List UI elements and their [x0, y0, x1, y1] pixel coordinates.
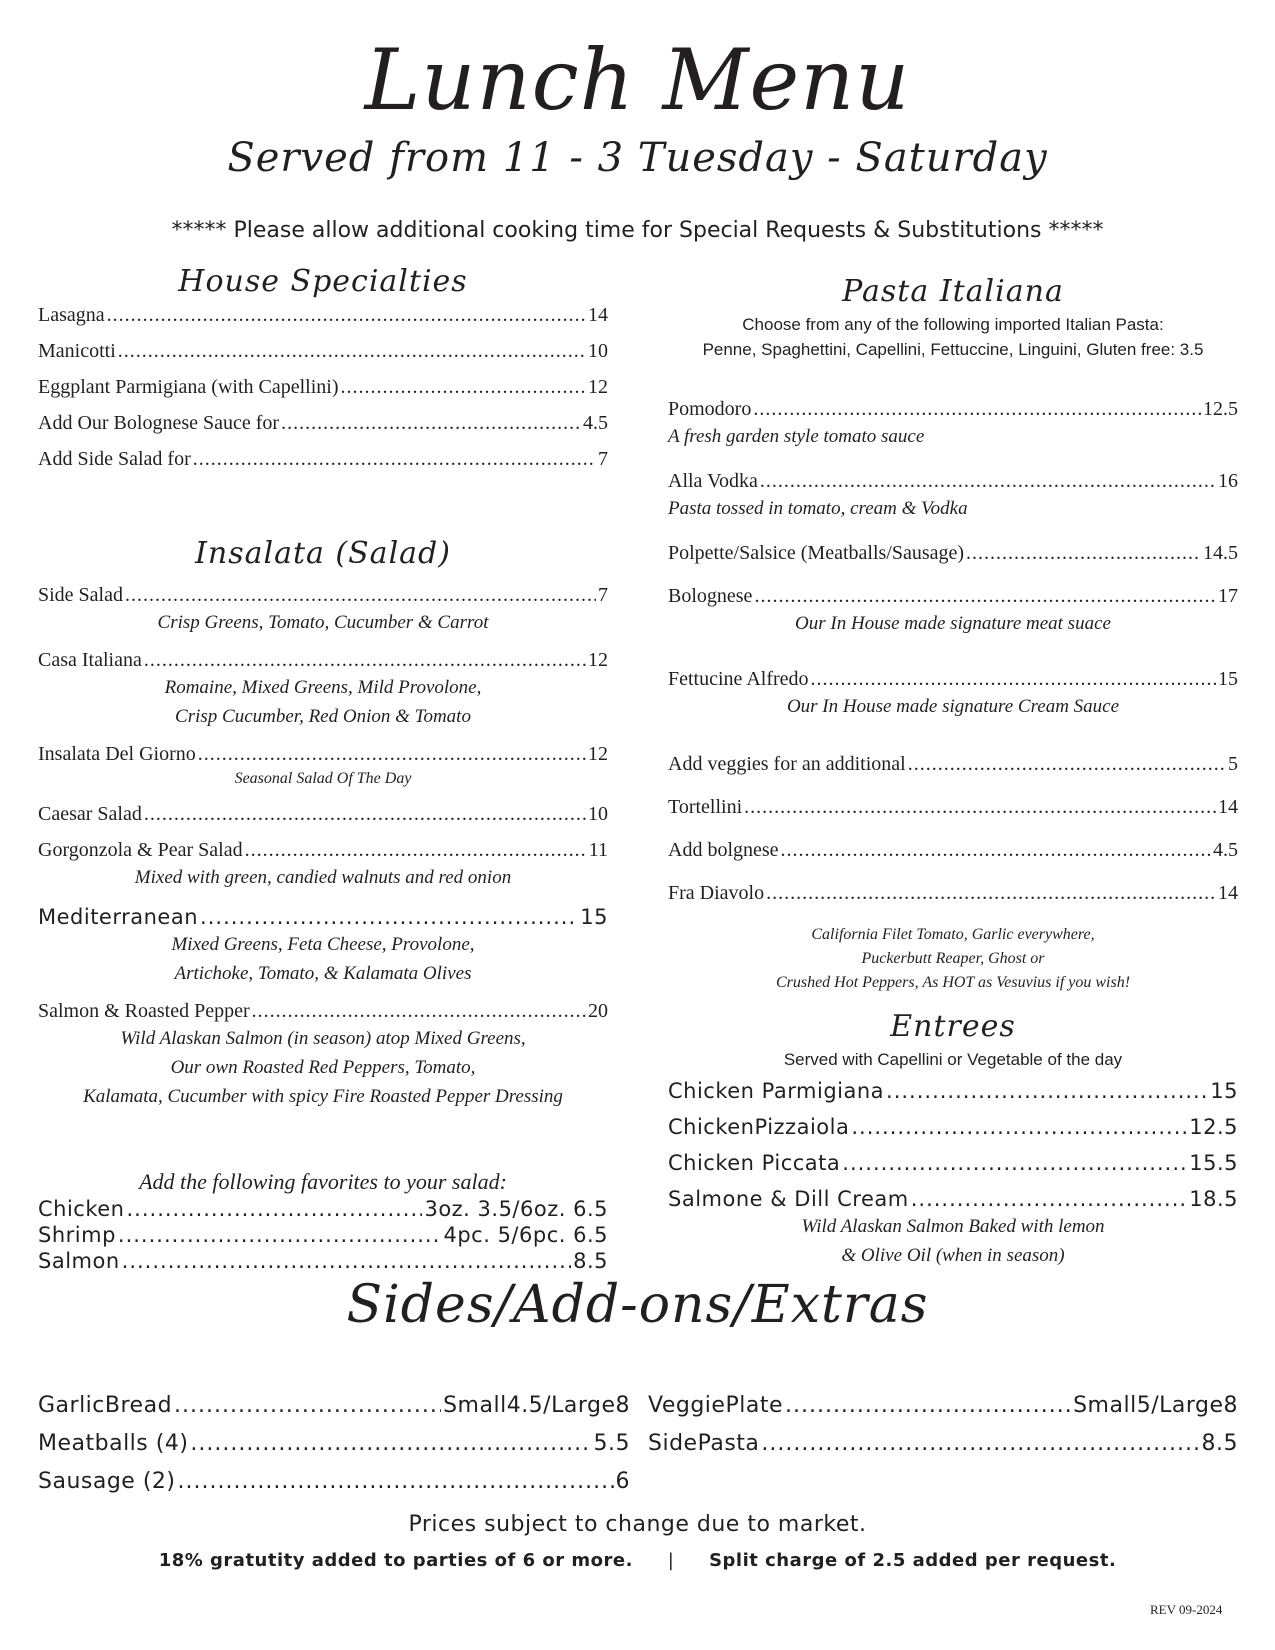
- dot-leader: [178, 1468, 614, 1496]
- fra-diavolo-note: [668, 923, 1238, 995]
- item-name: Add Side Salad for: [38, 448, 191, 470]
- salad-addons-heading: Add the following favorites to your salad:: [139, 1169, 507, 1194]
- item-description: Our In House made signature Cream Sauce: [786, 696, 1120, 717]
- menu-item: [38, 741, 608, 767]
- pasta-entry: [668, 583, 1238, 638]
- menu-item: [38, 582, 608, 608]
- salad-addons-list: [38, 1196, 608, 1274]
- item-name: Caesar Salad: [38, 803, 142, 825]
- item-price: 10: [588, 340, 608, 362]
- menu-subtitle: Served from 11 - 3 Tuesday - Saturday: [227, 135, 1048, 181]
- menu-item: [668, 396, 1238, 422]
- item-price: 15: [1210, 1079, 1238, 1103]
- item-name: Meatballs (4): [38, 1431, 189, 1456]
- menu-item: [668, 666, 1238, 692]
- price-change-notice: Prices subject to change due to market.: [408, 1512, 867, 1537]
- pasta-entry: [668, 837, 1238, 863]
- dot-leader: [761, 1430, 1199, 1458]
- dot-leader: [811, 666, 1216, 692]
- item-price: 10: [588, 803, 608, 825]
- pasta-entry: [668, 666, 1238, 721]
- sides-title: Sides/Add-ons/Extras: [346, 1275, 929, 1335]
- dot-leader: [198, 741, 586, 767]
- pasta-entry: [668, 880, 1238, 906]
- item-price: 15: [1218, 668, 1238, 690]
- item-name: Fra Diavolo: [668, 882, 765, 904]
- menu-item: [38, 647, 608, 673]
- dot-leader: [174, 1392, 441, 1420]
- menu-item: [668, 1078, 1238, 1104]
- menu-item: [38, 1430, 630, 1458]
- entrees-list: [668, 1078, 1238, 1212]
- item-name: Manicotti: [38, 340, 116, 362]
- item-name: Side Salad: [38, 584, 123, 606]
- item-price: 3oz. 3.5/6oz. 6.5: [424, 1197, 608, 1221]
- menu-item: [38, 410, 608, 436]
- item-price: 12: [588, 376, 608, 398]
- menu-item: [38, 1196, 608, 1222]
- item-name: Salmon: [38, 1249, 120, 1273]
- menu-item: [668, 751, 1238, 777]
- entrees-title: Entrees: [890, 1009, 1016, 1044]
- menu-item: [668, 880, 1238, 906]
- dot-leader: [125, 582, 596, 608]
- diavolo-note-line: California Filet Tomato, Garlic everywhere,: [811, 926, 1095, 943]
- item-name: Salmone & Dill Cream: [668, 1187, 909, 1211]
- item-name: Polpette/Salsice (Meatballs/Sausage): [668, 542, 965, 564]
- salad-entry: [38, 647, 608, 731]
- item-name: Eggplant Parmigiana (with Capellini): [38, 376, 339, 398]
- item-price: 12: [588, 743, 608, 765]
- item-description: Romaine, Mixed Greens, Mild Provolone,: [164, 677, 482, 698]
- sides-left-list: [38, 1392, 630, 1506]
- item-price: 15.5: [1189, 1151, 1238, 1175]
- menu-item: [668, 794, 1238, 820]
- item-name: Casa Italiana: [38, 649, 142, 671]
- pasta-entry: [668, 540, 1238, 566]
- pasta-subtitle-1: Choose from any of the following imported Italian Pasta:: [742, 315, 1164, 334]
- dot-leader: [744, 794, 1216, 820]
- item-description: Crisp Greens, Tomato, Cucumber & Carrot: [157, 612, 489, 633]
- item-price: 15: [580, 905, 608, 929]
- item-price: 8.5: [573, 1249, 608, 1273]
- salad-entry: [38, 837, 608, 892]
- item-price: 4pc. 5/6pc. 6.5: [443, 1223, 608, 1247]
- dot-leader: [760, 468, 1216, 494]
- item-price: Small4.5/Large8: [443, 1393, 630, 1418]
- item-price: 14.5: [1203, 542, 1238, 564]
- item-description: Crisp Cucumber, Red Onion & Tomato: [175, 706, 471, 727]
- split-charge-notice: Split charge of 2.5 added per request.: [709, 1550, 1117, 1571]
- item-price: 5: [1228, 753, 1238, 775]
- item-price: 12.5: [1203, 398, 1238, 420]
- dot-leader: [252, 998, 586, 1024]
- item-price: 7: [598, 448, 608, 470]
- item-name: Bolognese: [668, 585, 753, 607]
- menu-item: [38, 1468, 630, 1496]
- item-name: Gorgonzola & Pear Salad: [38, 839, 243, 861]
- menu-item: [668, 1150, 1238, 1176]
- salad-entry: [38, 801, 608, 827]
- salad-entry: [38, 741, 608, 791]
- item-price: 14: [1218, 882, 1238, 904]
- item-price: 8.5: [1201, 1431, 1238, 1456]
- dot-leader: [118, 1222, 442, 1248]
- item-name: ChickenPizzaiola: [668, 1115, 850, 1139]
- menu-title: Lunch Menu: [364, 31, 911, 129]
- right-column: [668, 272, 1238, 1270]
- diavolo-note-line: Crushed Hot Peppers, As HOT as Vesuvius if you wish!: [775, 974, 1131, 991]
- dot-leader: [190, 1430, 591, 1458]
- special-requests-notice: ***** Please allow additional cooking time for Special Requests & Substitutions *****: [171, 218, 1104, 243]
- item-description: A fresh garden style tomato sauce: [668, 426, 925, 447]
- menu-item: [668, 1114, 1238, 1140]
- menu-item: [38, 801, 608, 827]
- footer-separator: |: [667, 1550, 675, 1571]
- item-price: 17: [1218, 585, 1238, 607]
- item-price: 12: [588, 649, 608, 671]
- dot-leader: [911, 1186, 1188, 1212]
- house-specialties-list: [38, 302, 608, 472]
- menu-item: [38, 338, 608, 364]
- dot-leader: [766, 880, 1216, 906]
- pasta-entry: [668, 794, 1238, 820]
- dot-leader: [193, 446, 596, 472]
- pasta-list: [668, 396, 1238, 906]
- dot-leader: [785, 1392, 1071, 1420]
- item-description: Seasonal Salad Of The Day: [234, 770, 412, 787]
- item-price: 14: [1218, 796, 1238, 818]
- item-description: Wild Alaskan Salmon (in season) atop Mixed Greens,: [120, 1028, 526, 1049]
- menu-item: [38, 1222, 608, 1248]
- salmone-description: [668, 1212, 1238, 1270]
- item-name: Mediterranean: [38, 905, 199, 929]
- item-price: Small5/Large8: [1073, 1393, 1238, 1418]
- dot-leader: [842, 1150, 1187, 1176]
- item-name: Salmon & Roasted Pepper: [38, 1000, 250, 1022]
- item-price: 12.5: [1189, 1115, 1238, 1139]
- item-price: 6: [615, 1469, 630, 1494]
- salad-entry: [38, 998, 608, 1111]
- dot-leader: [144, 801, 586, 827]
- item-price: 5.5: [593, 1431, 630, 1456]
- dot-leader: [754, 583, 1216, 609]
- menu-item: [668, 540, 1238, 566]
- dot-leader: [127, 1196, 423, 1222]
- insalata-title: Insalata (Salad): [195, 536, 451, 571]
- dot-leader: [966, 540, 1201, 566]
- item-name: GarlicBread: [38, 1393, 173, 1418]
- menu-item: [38, 374, 608, 400]
- item-price: 16: [1218, 470, 1238, 492]
- sides-right-list: [648, 1392, 1238, 1468]
- menu-item: [668, 837, 1238, 863]
- item-name: Lasagna: [38, 304, 105, 326]
- item-price: 7: [598, 584, 608, 606]
- item-name: Insalata Del Giorno: [38, 743, 196, 765]
- pasta-entry: [668, 468, 1238, 523]
- salmone-desc-line: Wild Alaskan Salmon Baked with lemon: [801, 1216, 1105, 1237]
- menu-item: [38, 837, 608, 863]
- salad-entry: [38, 582, 608, 637]
- item-description: Our own Roasted Red Peppers, Tomato,: [170, 1057, 476, 1078]
- menu-item: [38, 904, 608, 930]
- pasta-entry: [668, 751, 1238, 777]
- item-name: Chicken Piccata: [668, 1151, 841, 1175]
- item-price: 4.5: [583, 412, 608, 434]
- menu-item: [38, 1392, 630, 1420]
- item-name: Sausage (2): [38, 1469, 176, 1494]
- item-description: Our In House made signature meat suace: [795, 613, 1111, 634]
- dot-leader: [886, 1078, 1208, 1104]
- menu-item: [668, 583, 1238, 609]
- menu-item: [668, 468, 1238, 494]
- item-price: 11: [588, 839, 608, 861]
- menu-item: [38, 998, 608, 1024]
- item-price: 4.5: [1213, 839, 1238, 861]
- dot-leader: [144, 647, 586, 673]
- dot-leader: [200, 904, 578, 930]
- left-column: [38, 262, 608, 1274]
- dot-leader: [753, 396, 1201, 422]
- item-name: VeggiePlate: [648, 1393, 783, 1418]
- item-name: Add bolgnese: [668, 839, 779, 861]
- footer-policies: [0, 1550, 1275, 1571]
- item-price: 18.5: [1189, 1187, 1238, 1211]
- item-name: Add Our Bolognese Sauce for: [38, 412, 280, 434]
- item-name: Chicken: [38, 1197, 125, 1221]
- item-description: Mixed with green, candied walnuts and red onion: [134, 867, 512, 888]
- dot-leader: [341, 374, 587, 400]
- item-description: Mixed Greens, Feta Cheese, Provolone,: [171, 934, 475, 955]
- entrees-subtitle: Served with Capellini or Vegetable of the day: [783, 1050, 1123, 1069]
- item-name: Add veggies for an additional: [668, 753, 906, 775]
- diavolo-note-line: Puckerbutt Reaper, Ghost or: [861, 950, 1045, 967]
- insalata-list: [38, 582, 608, 1111]
- item-price: 20: [588, 1000, 608, 1022]
- gratuity-notice: 18% gratutity added to parties of 6 or more.: [158, 1550, 633, 1571]
- dot-leader: [118, 338, 586, 364]
- dot-leader: [851, 1114, 1187, 1140]
- item-name: Tortellini: [668, 796, 743, 818]
- item-name: Pomodoro: [668, 398, 752, 420]
- menu-item: [668, 1186, 1238, 1212]
- dot-leader: [107, 302, 586, 328]
- house-specialties-title: House Specialties: [178, 264, 468, 299]
- dot-leader: [908, 751, 1226, 777]
- salmone-desc-line: & Olive Oil (when in season): [841, 1245, 1065, 1266]
- item-description: Kalamata, Cucumber with spicy Fire Roasted Pepper Dressing: [83, 1086, 563, 1107]
- salad-entry: [38, 904, 608, 988]
- item-name: SidePasta: [648, 1431, 760, 1456]
- item-name: Shrimp: [38, 1223, 116, 1247]
- item-description: Artichoke, Tomato, & Kalamata Olives: [174, 963, 472, 984]
- menu-item: [648, 1392, 1238, 1420]
- item-description: Pasta tossed in tomato, cream & Vodka: [668, 498, 968, 519]
- pasta-title: Pasta Italiana: [842, 274, 1064, 309]
- item-name: Chicken Parmigiana: [668, 1079, 885, 1103]
- dot-leader: [281, 410, 581, 436]
- revision-code: REV 09-2024: [1150, 1602, 1223, 1617]
- item-price: 14: [588, 304, 608, 326]
- menu-item: [648, 1430, 1238, 1458]
- pasta-entry: [668, 396, 1238, 451]
- dot-leader: [245, 837, 587, 863]
- menu-item: [38, 446, 608, 472]
- item-name: Fettucine Alfredo: [668, 668, 809, 690]
- dot-leader: [781, 837, 1211, 863]
- pasta-subtitle-2: Penne, Spaghettini, Capellini, Fettuccine, Linguini, Gluten free: 3.5: [702, 340, 1204, 359]
- menu-item: [38, 302, 608, 328]
- item-name: Alla Vodka: [668, 470, 758, 492]
